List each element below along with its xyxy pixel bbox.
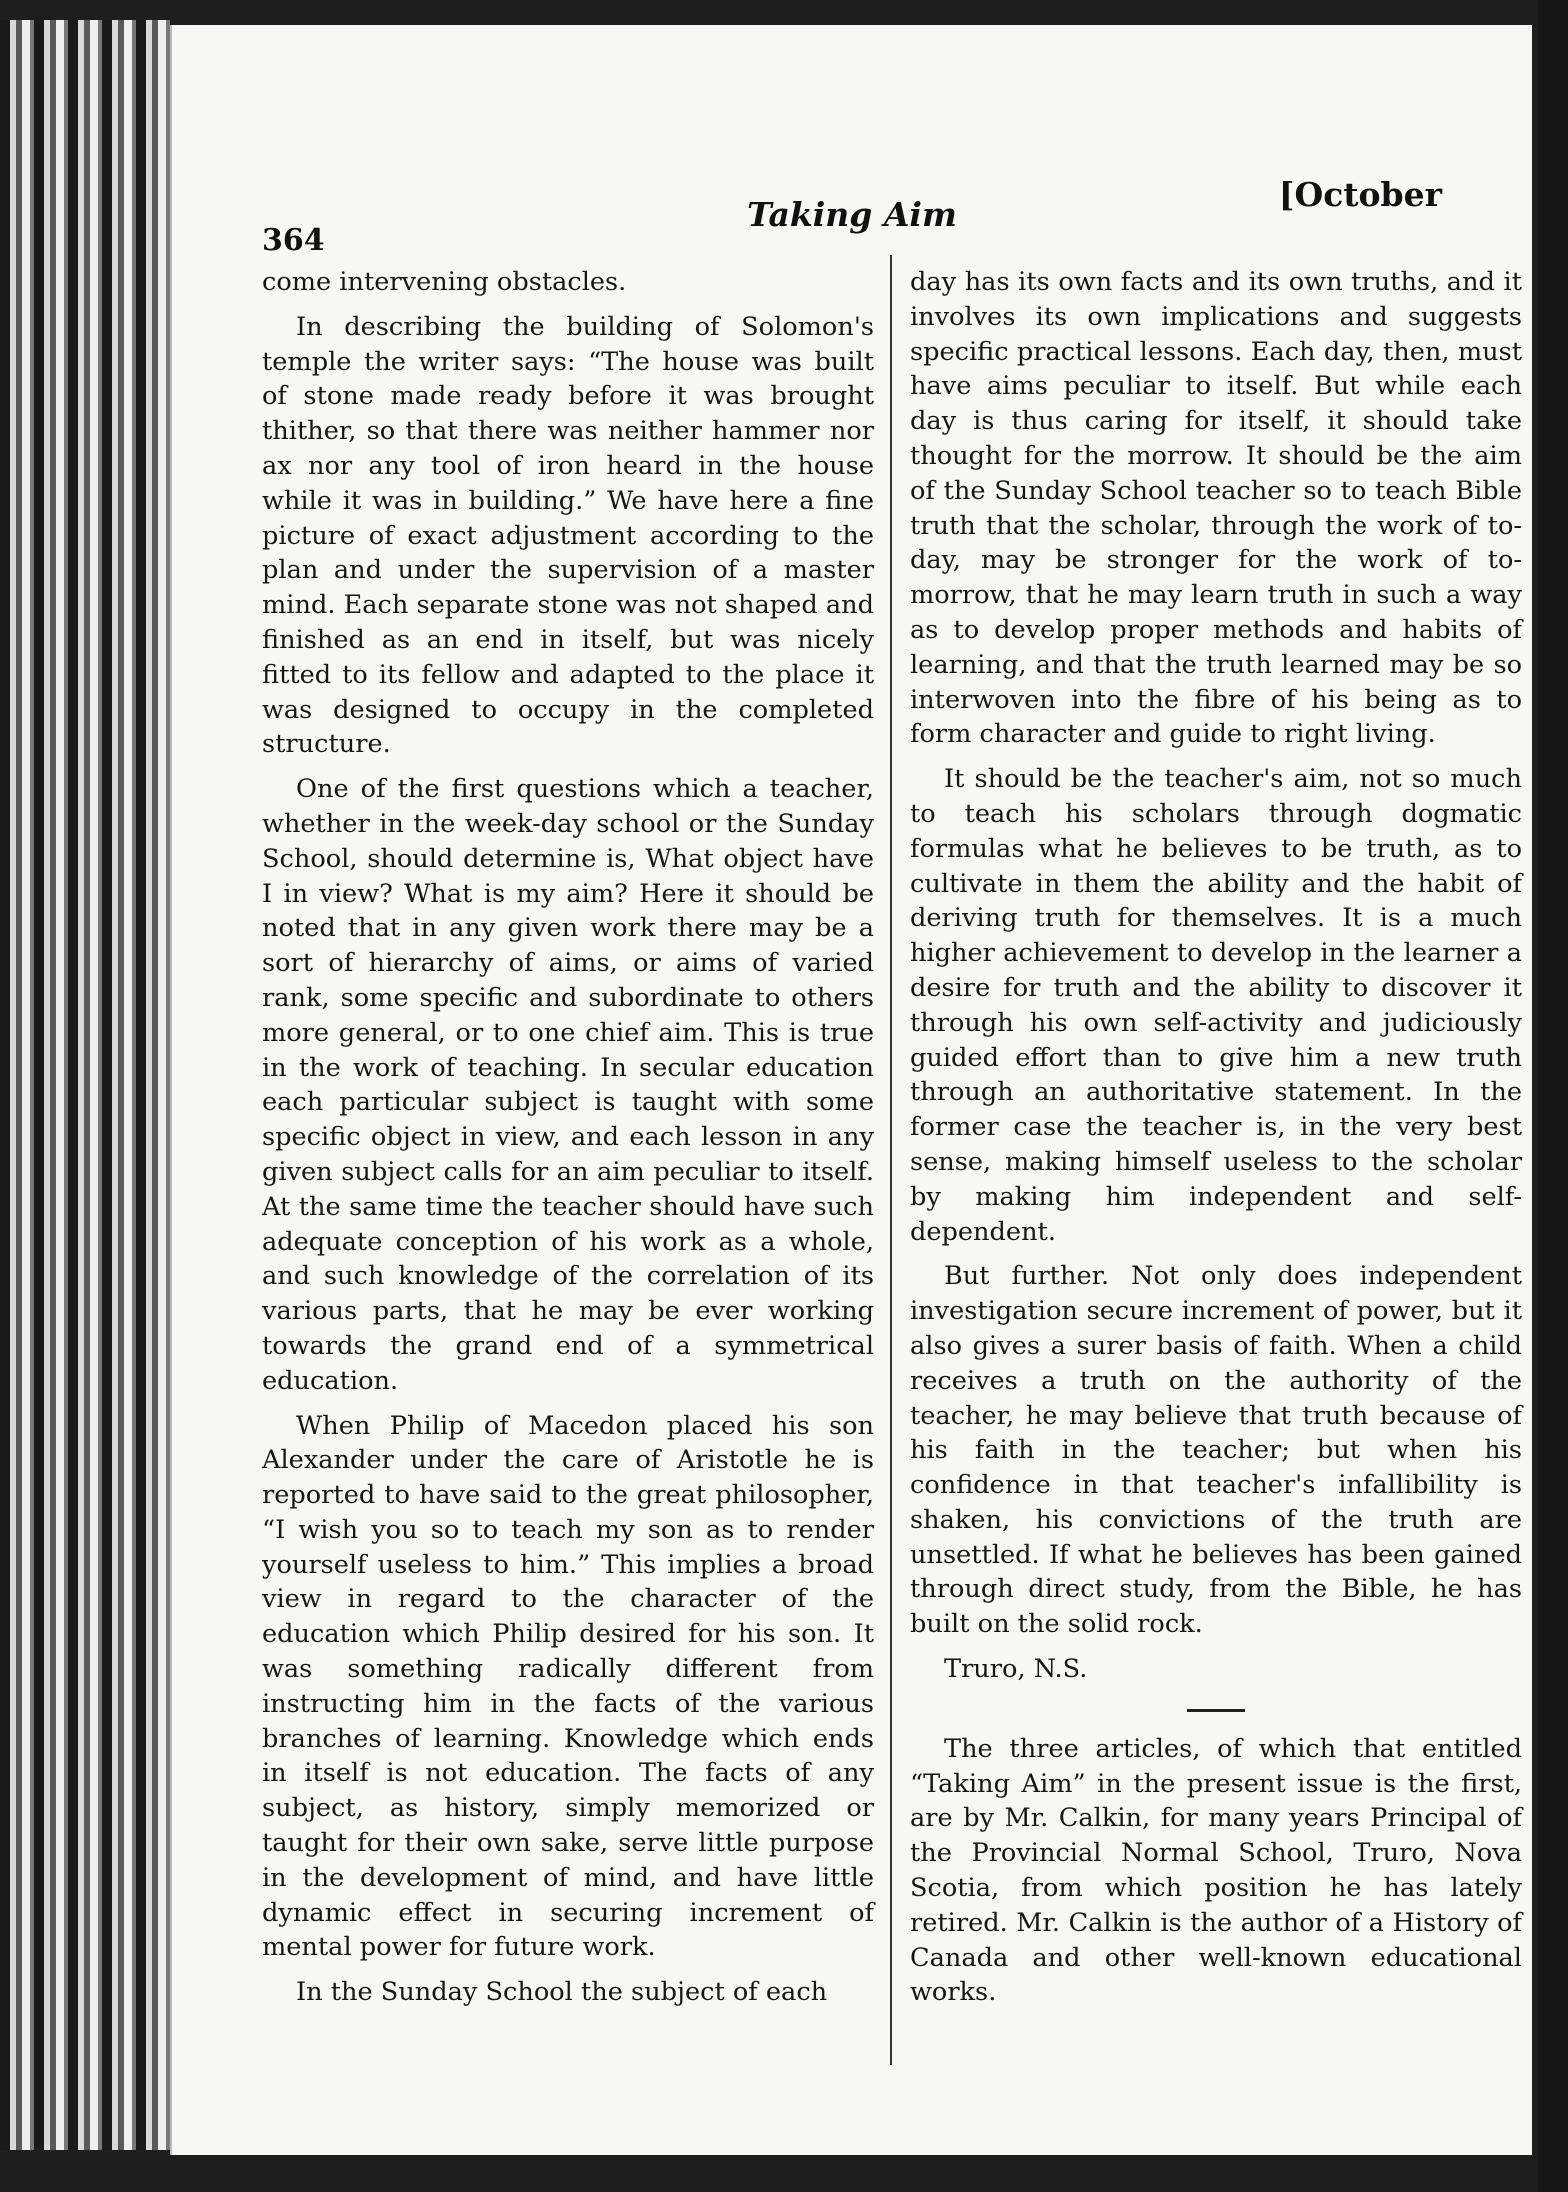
page-number: 364 xyxy=(262,223,325,258)
book-right-edge xyxy=(1538,0,1568,2192)
paragraph: In the Sunday School the subject of each xyxy=(296,1977,828,2008)
editorial-note: The three articles, of which that entitled “Taking Aim” in the present issue is the first, are by Mr. Calkin, for many years Principal of the Provincial Normal School, Truro, Nova Scotia, from which position he has lately retired. Mr. Calkin is the author of a History of Canada and other well-known educational works. xyxy=(910,1733,1522,2008)
book-page-edges xyxy=(0,20,170,2150)
paragraph: day has its own facts and its own truths, and it involves its own implications and suggests specific practical lessons. Each day, then, must have aims peculiar to itself. But while each day is thus caring for itself, it should take thought for the morrow. It should be the aim of the Sunday School teacher so to teach Bible truth that the scholar, through the work of to-day, may be stronger for the work of to-morrow, that he may learn truth in such a way as to develop proper methods and habits of learning, and that the truth learned may be so interwoven into the fibre of his being as to form character and guide to right living. xyxy=(910,267,1522,750)
place-signature: Truro, N.S. xyxy=(944,1654,1088,1685)
paragraph: It should be the teacher's aim, not so much to teach his scholars through dogmatic formulas what he believes to be truth, as to cultivate in them the ability and the habit of deriving truth for themselves. It is a much higher achievement to develop in the learner a desire for truth and the ability to discover it through his own self-activity and judiciously guided effort than to give him a new truth through an authoritative statement. In the former case the teacher is, in the very best sense, making himself useless to the scholar by making him independent and self-dependent. xyxy=(910,764,1522,1247)
column-divider xyxy=(890,255,892,2065)
left-column xyxy=(262,265,874,2010)
running-title: Taking Aim xyxy=(747,195,957,234)
paragraph: But further. Not only does independent investigation secure increment of power, but it also gives a surer basis of faith. When a child receives a truth on the authority of the teacher, he may believe that truth because of his faith in the teacher; but when his confidence in that teacher's infallibility is shaken, his convictions of the truth are unsettled. If what he believes has been gained through direct study, from the Bible, he has built on the solid rock. xyxy=(910,1261,1522,1640)
section-rule xyxy=(1187,1709,1245,1712)
paragraph: come intervening obstacles. xyxy=(262,267,627,297)
book-page xyxy=(170,25,1532,2155)
paragraph: One of the first questions which a teacher, whether in the week-day school or the Sunday School, should determine is, What object have I in view? What is my aim? Here it should be noted that in any given work there may be a sort of hierarchy of aims, or aims of varied rank, some specific and subordinate to others more general, or to one chief aim. This is true in the work of teaching. In secular education each particular subject is taught with some specific object in view, and each lesson in any given subject calls for an aim peculiar to itself. At the same time the teacher should have such adequate conception of his work as a whole, and such knowledge of the correlation of its various parts, that he may be ever working towards the grand end of a symmetrical education. xyxy=(262,774,874,1396)
running-month: [October xyxy=(1278,175,1442,214)
right-column xyxy=(910,265,1522,2010)
running-head xyxy=(262,175,1442,258)
paragraph: When Philip of Macedon placed his son Alexander under the care of Aristotle he is reported to have said to the great philosopher, “I wish you so to teach my son as to render yourself useless to him.” This implies a broad view in regard to the character of the education which Philip desired for his son. It was something radically different from instructing him in the facts of the various branches of learning. Knowledge which ends in itself is not education. The facts of any subject, as history, simply memorized or taught for their own sake, serve little purpose in the development of mind, and have little dynamic effect in securing increment of mental power for future work. xyxy=(262,1410,874,1963)
paragraph: In describing the building of Solomon's temple the writer says: “The house was built of stone made ready before it was brought thither, so that there was neither hammer nor ax nor any tool of iron heard in the house while it was in building.” We have here a fine picture of exact adjustment according to the plan and under the supervision of a master mind. Each separate stone was not shaped and finished as an end in itself, but was nicely fitted to its fellow and adapted to the place it was designed to occupy in the completed structure. xyxy=(262,311,874,760)
